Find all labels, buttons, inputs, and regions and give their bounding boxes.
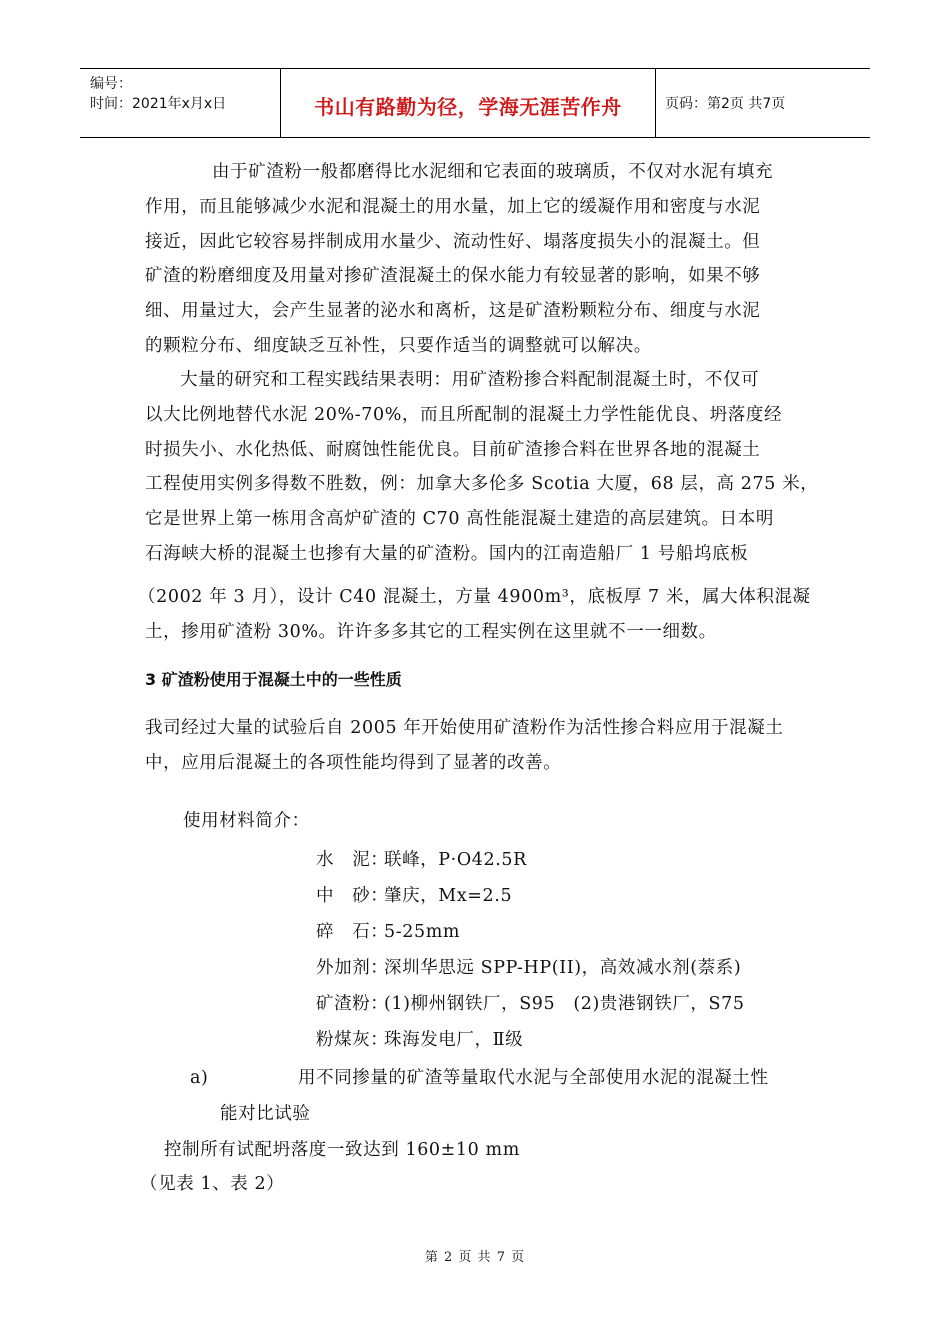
header-motto: 书山有路勤为径，学海无涯苦作舟 — [314, 95, 622, 119]
paragraph-line: 以大比例地替代水泥 20%-70%，而且所配制的混凝土力学性能优良、坍落度经 — [145, 405, 783, 425]
paragraph-line: 中，应用后混凝土的各项性能均得到了显著的改善。 — [145, 753, 562, 773]
paragraph-line: 土，掺用矿渣粉 30%。许许多多其它的工程实例在这里就不一一细数。 — [145, 622, 717, 642]
material-value: 珠海发电厂，Ⅱ级 — [384, 1030, 524, 1050]
material-value: 肇庆，Mx=2.5 — [384, 886, 513, 906]
paragraph-line: 细、用量过大，会产生显著的泌水和离析，这是矿渣粉颗粒分布、细度与水泥 — [145, 301, 761, 321]
number-label: 编号： — [90, 76, 132, 92]
page-header — [80, 68, 870, 138]
material-label: 水 泥： — [316, 850, 389, 870]
material-value: 深圳华思远 SPP-HP(II)，高效减水剂(萘系) — [384, 958, 742, 978]
material-item — [316, 957, 741, 979]
paragraph-line: 石海峡大桥的混凝土也掺有大量的矿渣粉。国内的江南造船厂 1 号船坞底板 — [145, 544, 749, 564]
item-a-marker: a) — [190, 1068, 209, 1088]
paragraph-line: 工程使用实例多得数不胜数，例：加拿大多伦多 Scotia 大厦，68 层，高 275 米， — [145, 474, 819, 494]
material-item — [316, 1029, 523, 1051]
section-heading: 3 矿渣粉使用于混凝土中的一些性质 — [145, 670, 402, 689]
paragraph-line: （2002 年 3 月），设计 C40 混凝土，方量 4900m³，底板厚 7 米，属大体积混凝 — [138, 587, 811, 607]
page-footer: 第 2 页 共 7 页 — [424, 1250, 526, 1265]
materials-intro: 使用材料简介： — [183, 811, 310, 831]
material-label: 外加剂： — [316, 958, 389, 978]
material-item — [316, 921, 460, 943]
material-label: 中 砂： — [316, 886, 389, 906]
paragraph-line: 接近，因此它较容易拌制成用水量少、流动性好、塌落度损失小的混凝土。但 — [145, 232, 761, 252]
material-label: 碎 石： — [316, 922, 389, 942]
paragraph-line: 作用，而且能够减少水泥和混凝土的用水量，加上它的缓凝作用和密度与水泥 — [145, 197, 761, 217]
paragraph-line: 我司经过大量的试验后自 2005 年开始使用矿渣粉作为活性掺合料应用于混凝土 — [145, 718, 784, 738]
material-item — [316, 885, 512, 907]
material-value: 联峰，P·O42.5R — [384, 850, 527, 870]
item-a-line: 能对比试验 — [220, 1104, 311, 1124]
item-a-line: 用不同掺量的矿渣等量取代水泥与全部使用水泥的混凝土性 — [298, 1068, 769, 1088]
paragraph-line: 的颗粒分布、细度缺乏互补性，只要作适当的调整就可以解决。 — [145, 336, 652, 356]
material-item — [316, 993, 745, 1015]
paragraph-line: 时损失小、水化热低、耐腐蚀性能优良。目前矿渣掺合料在世界各地的混凝土 — [145, 440, 761, 460]
paragraph-line: 大量的研究和工程实践结果表明：用矿渣粉掺合料配制混凝土时，不仅可 — [180, 370, 760, 390]
material-value: 5-25mm — [384, 922, 461, 942]
header-meta-cell — [80, 69, 280, 137]
paragraph-line: 它是世界上第一栋用含高炉矿渣的 C70 高性能混凝土建造的高层建筑。日本明 — [145, 509, 774, 529]
time-label: 时间：2021年x月x日 — [90, 96, 227, 112]
control-line: 控制所有试配坍落度一致达到 160±10 mm — [164, 1140, 520, 1160]
material-label: 矿渣粉： — [316, 994, 389, 1014]
see-tables: （见表 1、表 2） — [140, 1174, 285, 1194]
header-motto-cell — [280, 69, 656, 137]
material-label: 粉煤灰： — [316, 1030, 389, 1050]
header-page-info: 页码：第2页 共7页 — [665, 96, 786, 112]
material-item — [316, 849, 527, 871]
material-value: (1)柳州钢铁厂，S95 (2)贵港钢铁厂，S75 — [384, 994, 745, 1014]
paragraph-line: 由于矿渣粉一般都磨得比水泥细和它表面的玻璃质，不仅对水泥有填充 — [212, 162, 774, 182]
paragraph-line: 矿渣的粉磨细度及用量对掺矿渣混凝土的保水能力有较显著的影响，如果不够 — [145, 266, 761, 286]
header-page-cell — [655, 69, 870, 137]
